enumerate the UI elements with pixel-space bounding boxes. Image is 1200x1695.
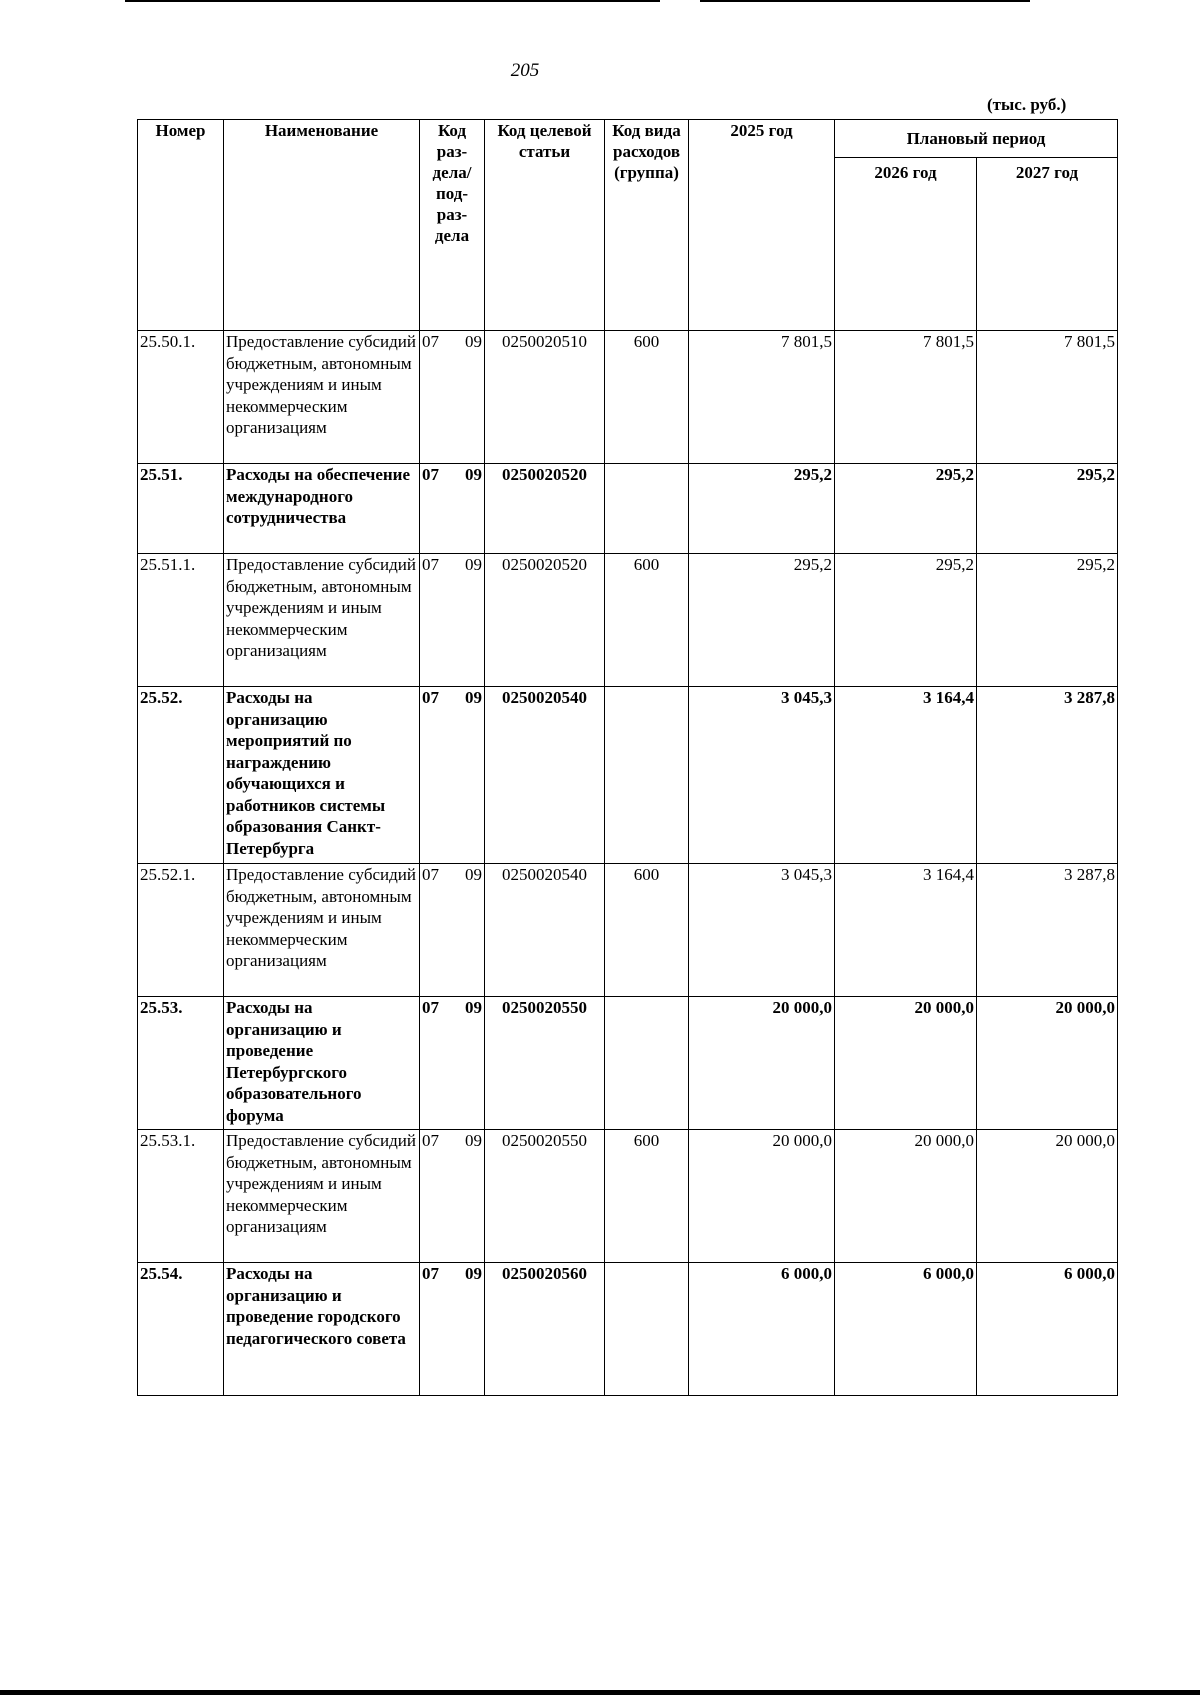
row-amount-2027: 295,2 bbox=[977, 464, 1118, 554]
row-amount-2027: 295,2 bbox=[977, 554, 1118, 687]
row-amount-2026: 6 000,0 bbox=[835, 1263, 977, 1396]
row-subsection: 09 bbox=[465, 688, 482, 707]
row-name: Расходы на организацию и проведение городского педагогического совета bbox=[224, 1263, 420, 1396]
row-target-code: 0250020550 bbox=[485, 1130, 605, 1263]
row-subsection: 09 bbox=[465, 332, 482, 351]
row-expense-type bbox=[605, 997, 689, 1130]
table-row bbox=[138, 687, 1118, 864]
row-section-code bbox=[420, 1263, 485, 1396]
row-expense-type bbox=[605, 687, 689, 864]
row-amount-2025: 295,2 bbox=[689, 464, 835, 554]
row-amount-2026: 20 000,0 bbox=[835, 1130, 977, 1263]
row-amount-2027: 7 801,5 bbox=[977, 331, 1118, 464]
row-subsection: 09 bbox=[465, 465, 482, 484]
row-expense-type bbox=[605, 464, 689, 554]
row-section: 07 bbox=[422, 1131, 439, 1150]
row-name: Предоставление субсидий бюджетным, автономным учреждениям и иным некоммерческим организациям bbox=[224, 554, 420, 687]
row-section-code bbox=[420, 554, 485, 687]
top-edge-line bbox=[125, 0, 660, 2]
row-amount-2025: 295,2 bbox=[689, 554, 835, 687]
header-2026: 2026 год bbox=[835, 158, 977, 331]
row-name: Предоставление субсидий бюджетным, автономным учреждениям и иным некоммерческим организациям bbox=[224, 331, 420, 464]
row-amount-2027: 20 000,0 bbox=[977, 1130, 1118, 1263]
row-name: Расходы на организацию и проведение Петербургского образовательного форума bbox=[224, 997, 420, 1130]
row-number: 25.51. bbox=[138, 464, 224, 554]
row-number: 25.51.1. bbox=[138, 554, 224, 687]
bottom-edge-line bbox=[0, 1690, 1200, 1695]
row-amount-2026: 295,2 bbox=[835, 464, 977, 554]
row-number: 25.52. bbox=[138, 687, 224, 864]
row-amount-2025: 6 000,0 bbox=[689, 1263, 835, 1396]
header-section: Код раз- дела/ под- раз- дела bbox=[420, 120, 485, 331]
row-expense-type: 600 bbox=[605, 331, 689, 464]
table-row bbox=[138, 997, 1118, 1130]
row-section-code bbox=[420, 464, 485, 554]
table-row bbox=[138, 1130, 1118, 1263]
row-section-code bbox=[420, 1130, 485, 1263]
header-expense-type: Код вида расходов (группа) bbox=[605, 120, 689, 331]
row-section: 07 bbox=[422, 1264, 439, 1283]
table-row bbox=[138, 554, 1118, 687]
row-target-code: 0250020540 bbox=[485, 864, 605, 997]
row-section-code bbox=[420, 687, 485, 864]
row-amount-2026: 3 164,4 bbox=[835, 687, 977, 864]
row-section: 07 bbox=[422, 465, 439, 484]
row-number: 25.53. bbox=[138, 997, 224, 1130]
row-name: Расходы на организацию мероприятий по награждению обучающихся и работников системы образования Санкт-Петербурга bbox=[224, 687, 420, 864]
table-row bbox=[138, 331, 1118, 464]
row-section: 07 bbox=[422, 865, 439, 884]
row-number: 25.50.1. bbox=[138, 331, 224, 464]
table-row bbox=[138, 1263, 1118, 1396]
row-expense-type bbox=[605, 1263, 689, 1396]
row-number: 25.54. bbox=[138, 1263, 224, 1396]
row-number: 25.53.1. bbox=[138, 1130, 224, 1263]
row-name: Предоставление субсидий бюджетным, автономным учреждениям и иным некоммерческим организациям bbox=[224, 1130, 420, 1263]
row-section-code bbox=[420, 997, 485, 1130]
budget-table bbox=[137, 119, 1118, 1396]
top-edge-line bbox=[700, 0, 1030, 2]
row-amount-2026: 295,2 bbox=[835, 554, 977, 687]
row-target-code: 0250020520 bbox=[485, 464, 605, 554]
row-amount-2025: 3 045,3 bbox=[689, 864, 835, 997]
row-section: 07 bbox=[422, 332, 439, 351]
header-planning-period: Плановый период bbox=[835, 120, 1118, 158]
row-amount-2027: 3 287,8 bbox=[977, 687, 1118, 864]
row-target-code: 0250020510 bbox=[485, 331, 605, 464]
row-target-code: 0250020540 bbox=[485, 687, 605, 864]
row-section: 07 bbox=[422, 998, 439, 1017]
row-section: 07 bbox=[422, 555, 439, 574]
header-2025: 2025 год bbox=[689, 120, 835, 331]
row-section-code bbox=[420, 864, 485, 997]
row-amount-2026: 20 000,0 bbox=[835, 997, 977, 1130]
row-amount-2026: 3 164,4 bbox=[835, 864, 977, 997]
header-name: Наименование bbox=[224, 120, 420, 331]
row-target-code: 0250020560 bbox=[485, 1263, 605, 1396]
row-amount-2027: 20 000,0 bbox=[977, 997, 1118, 1130]
row-expense-type: 600 bbox=[605, 554, 689, 687]
row-subsection: 09 bbox=[465, 865, 482, 884]
row-amount-2025: 20 000,0 bbox=[689, 1130, 835, 1263]
row-subsection: 09 bbox=[465, 998, 482, 1017]
row-amount-2025: 20 000,0 bbox=[689, 997, 835, 1130]
row-amount-2027: 6 000,0 bbox=[977, 1263, 1118, 1396]
row-amount-2025: 3 045,3 bbox=[689, 687, 835, 864]
row-amount-2027: 3 287,8 bbox=[977, 864, 1118, 997]
row-subsection: 09 bbox=[465, 1131, 482, 1150]
table-row bbox=[138, 864, 1118, 997]
table-row bbox=[138, 464, 1118, 554]
row-name: Расходы на обеспечение международного сотрудничества bbox=[224, 464, 420, 554]
header-number: Номер bbox=[138, 120, 224, 331]
header-2027: 2027 год bbox=[977, 158, 1118, 331]
row-subsection: 09 bbox=[465, 555, 482, 574]
row-amount-2025: 7 801,5 bbox=[689, 331, 835, 464]
row-name: Предоставление субсидий бюджетным, автономным учреждениям и иным некоммерческим организациям bbox=[224, 864, 420, 997]
row-target-code: 0250020520 bbox=[485, 554, 605, 687]
row-amount-2026: 7 801,5 bbox=[835, 331, 977, 464]
row-section: 07 bbox=[422, 688, 439, 707]
row-expense-type: 600 bbox=[605, 1130, 689, 1263]
row-subsection: 09 bbox=[465, 1264, 482, 1283]
row-target-code: 0250020550 bbox=[485, 997, 605, 1130]
row-number: 25.52.1. bbox=[138, 864, 224, 997]
header-target: Код целевой статьи bbox=[485, 120, 605, 331]
units-label: (тыс. руб.) bbox=[987, 95, 1067, 114]
row-expense-type: 600 bbox=[605, 864, 689, 997]
page-number: 205 bbox=[510, 60, 540, 81]
row-section-code bbox=[420, 331, 485, 464]
